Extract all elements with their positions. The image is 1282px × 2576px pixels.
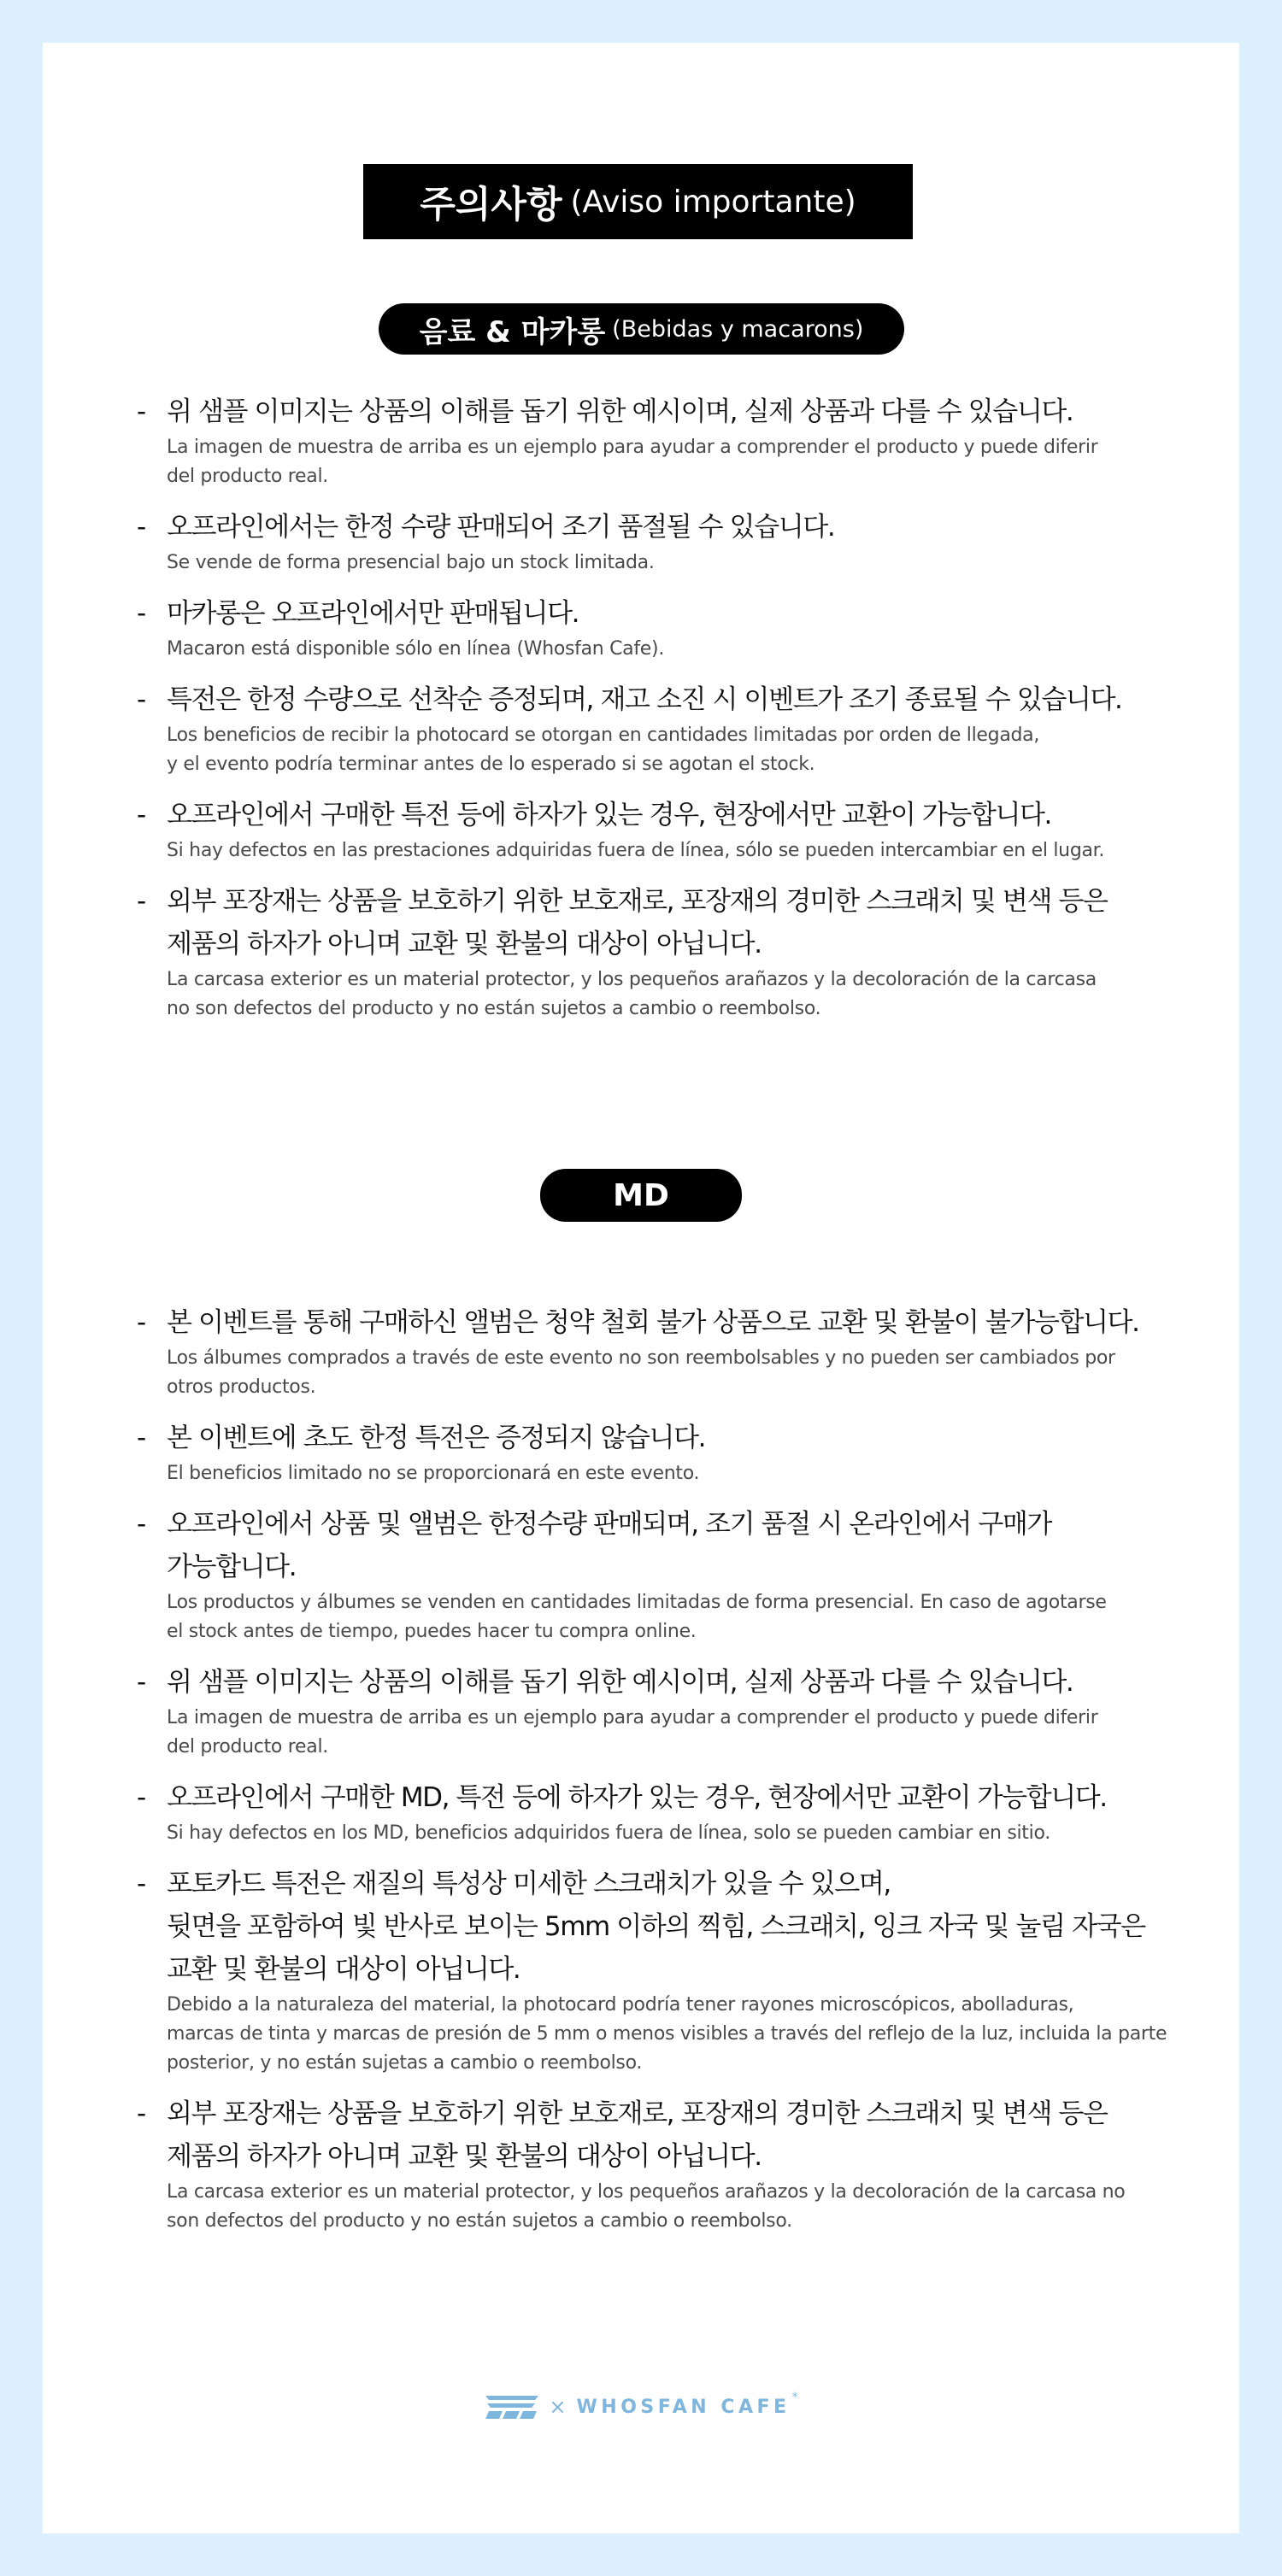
brand-logo-icon <box>484 2392 540 2421</box>
notice-text-spanish: Si hay defectos en los MD, beneficios adquiridos fuera de línea, solo se pueden cambiar en sitio. <box>167 1822 1050 1844</box>
page-title-spanish: (Aviso importante) <box>570 184 856 220</box>
md-notice-list <box>137 1301 1188 2250</box>
notice-text-spanish: La carcasa exterior es un material protector, y los pequeños arañazos y la decoloración de la carcasa no son defectos del producto y no están sujetos a cambio o reembolso. <box>167 969 1097 1019</box>
whosfan-cafe-logo-text: WHOSFAN CAFE <box>576 2396 791 2418</box>
notice-text-korean: 오프라인에서 상품 및 앨범은 한정수량 판매되며, 조기 품절 시 온라인에서 구매가 가능합니다. <box>167 1509 1052 1582</box>
notice-text-spanish: Si hay defectos en las prestaciones adquiridas fuera de línea, sólo se pueden intercambiar en el lugar. <box>167 840 1105 861</box>
notice-text-korean: 본 이벤트에 초도 한정 특전은 증정되지 않습니다. <box>167 1423 706 1453</box>
notice-text-spanish: La imagen de muestra de arriba es un ejemplo para ayudar a comprender el producto y puede diferir del producto real. <box>167 1707 1098 1757</box>
notice-text-spanish: Los álbumes comprados a través de este evento no son reembolsables y no pueden ser cambiados por otros productos. <box>167 1347 1115 1398</box>
notice-text-korean: 본 이벤트를 통해 구매하신 앨범은 청약 철회 불가 상품으로 교환 및 환불이 불가능합니다. <box>167 1307 1139 1338</box>
notice-text-korean: 마카롱은 오프라인에서만 판매됩니다. <box>167 598 579 629</box>
section-heading-md-label: MD <box>613 1177 669 1213</box>
notice-item <box>137 1417 1188 1488</box>
section-heading-drinks <box>379 303 904 355</box>
notice-item <box>137 1301 1188 1402</box>
bullet-dash: - <box>137 512 147 543</box>
notice-card <box>43 43 1239 2533</box>
notice-item <box>137 2092 1188 2236</box>
notice-item <box>137 506 1188 578</box>
notice-text-spanish: Se vende de forma presencial bajo un stock limitada. <box>167 552 655 573</box>
notice-text-korean: 오프라인에서 구매한 특전 등에 하자가 있는 경우, 현장에서만 교환이 가능합니다. <box>167 800 1052 830</box>
notice-item <box>137 1863 1188 2078</box>
notice-item <box>137 592 1188 664</box>
bullet-dash: - <box>137 800 147 830</box>
notice-item <box>137 678 1188 779</box>
notice-item <box>137 880 1188 1024</box>
notice-text-spanish: El beneficios limitado no se proporcionará en este evento. <box>167 1463 700 1484</box>
notice-text-spanish: Los productos y álbumes se venden en cantidades limitadas de forma presencial. En caso de agotarse el stock antes de tiempo, puedes hacer tu compra online. <box>167 1592 1107 1642</box>
footer-logo <box>0 2392 1282 2421</box>
notice-text-spanish: Macaron está disponible sólo en línea (Whosfan Cafe). <box>167 638 665 660</box>
notice-item <box>137 1503 1188 1646</box>
bullet-dash: - <box>137 1869 147 1899</box>
notice-text-spanish: La imagen de muestra de arriba es un ejemplo para ayudar a comprender el producto y puede diferir del producto real. <box>167 437 1098 487</box>
collab-times-symbol: × <box>549 2395 567 2419</box>
notice-text-korean: 외부 포장재는 상품을 보호하기 위한 보호재로, 포장재의 경미한 스크래치 및 변색 등은 제품의 하자가 아니며 교환 및 환불의 대상이 아닙니다. <box>167 2098 1108 2172</box>
notice-text-korean: 포토카드 특전은 재질의 특성상 미세한 스크래치가 있을 수 있으며, 뒷면을 포함하여 빛 반사로 보이는 5mm 이하의 찍힘, 스크래치, 잉크 자국 및 눌림 자국은 교환 및 환불의 대상이 아닙니다. <box>167 1869 1145 1985</box>
notice-text-spanish: Debido a la naturaleza del material, la photocard podría tener rayones microscópicos, abolladuras, marcas de tinta y marcas de presión de 5 mm o menos visibles a través del reflejo de la luz, incluida la parte posterior, y no están sujetas a cambio o reembolso. <box>167 1994 1167 2074</box>
notice-text-korean: 위 샘플 이미지는 상품의 이해를 돕기 위한 예시이며, 실제 상품과 다를 수 있습니다. <box>167 396 1073 427</box>
bullet-dash: - <box>137 1667 147 1698</box>
bullet-dash: - <box>137 598 147 629</box>
bullet-dash: - <box>137 1782 147 1813</box>
logo-star-mark: * <box>791 2391 798 2404</box>
notice-item <box>137 1776 1188 1848</box>
bullet-dash: - <box>137 1307 147 1338</box>
notice-text-korean: 오프라인에서는 한정 수량 판매되어 조기 품절될 수 있습니다. <box>167 512 835 543</box>
notice-text-korean: 외부 포장재는 상품을 보호하기 위한 보호재로, 포장재의 경미한 스크래치 및 변색 등은 제품의 하자가 아니며 교환 및 환불의 대상이 아닙니다. <box>167 886 1108 959</box>
notice-item <box>137 1661 1188 1762</box>
drinks-notice-list <box>137 390 1188 1038</box>
notice-text-korean: 위 샘플 이미지는 상품의 이해를 돕기 위한 예시이며, 실제 상품과 다를 수 있습니다. <box>167 1667 1073 1698</box>
bullet-dash: - <box>137 2098 147 2129</box>
notice-item <box>137 390 1188 491</box>
notice-item <box>137 794 1188 866</box>
page-title <box>363 164 913 239</box>
bullet-dash: - <box>137 1509 147 1540</box>
section-heading-md <box>540 1169 742 1222</box>
section-heading-drinks-korean: 음료 & 마카롱 <box>419 314 606 349</box>
bullet-dash: - <box>137 396 147 427</box>
bullet-dash: - <box>137 886 147 917</box>
bullet-dash: - <box>137 1423 147 1453</box>
notice-text-korean: 특전은 한정 수량으로 선착순 증정되며, 재고 소진 시 이벤트가 조기 종료될 수 있습니다. <box>167 684 1122 715</box>
notice-text-korean: 오프라인에서 구매한 MD, 특전 등에 하자가 있는 경우, 현장에서만 교환이 가능합니다. <box>167 1782 1107 1813</box>
bullet-dash: - <box>137 684 147 715</box>
notice-text-spanish: La carcasa exterior es un material protector, y los pequeños arañazos y la decoloración de la carcasa no son defectos del producto y no están sujetos a cambio o reembolso. <box>167 2181 1126 2232</box>
section-heading-drinks-spanish: (Bebidas y macarons) <box>612 315 864 343</box>
notice-text-spanish: Los beneficios de recibir la photocard se otorgan en cantidades limitadas por orden de llegada, y el evento podría terminar antes de lo esperado si se agotan el stock. <box>167 725 1040 775</box>
page-title-korean: 주의사항 <box>420 183 562 226</box>
